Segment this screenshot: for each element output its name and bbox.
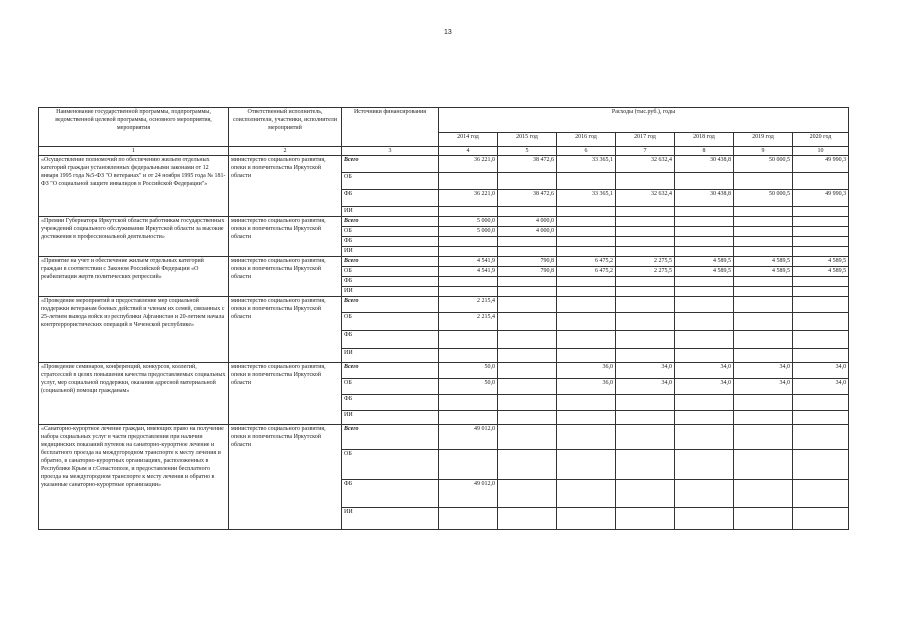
expense-value — [734, 425, 793, 450]
expense-value — [557, 395, 616, 411]
expense-value: 49 990,3 — [793, 156, 849, 173]
measure-name: «Осуществление полномочий по обеспечению жильем отдельных категорий граждан установленных федеральными законами от 12 января 1995 года №5-ФЗ "О ветеранах" и от 24 ноября 1995 года № 181-ФЗ "О социальной защите инвалидов в Российской Федерации"» — [39, 156, 229, 217]
expense-value: 4 589,5 — [675, 267, 734, 277]
table-row — [39, 363, 849, 379]
expense-value — [616, 297, 675, 313]
funding-source: ОБ — [342, 313, 439, 331]
header-expenses: Расходы (тыс.руб.), годы — [439, 108, 849, 133]
expense-value — [439, 450, 498, 480]
expense-value — [439, 508, 498, 530]
expense-value — [439, 207, 498, 217]
funding-source: ИИ — [342, 247, 439, 257]
funding-source: ФБ — [342, 480, 439, 508]
expense-value: 50,0 — [439, 379, 498, 395]
expense-value: 38 472,6 — [498, 190, 557, 207]
expense-value — [557, 480, 616, 508]
funding-source: ФБ — [342, 277, 439, 287]
table-row — [39, 425, 849, 450]
funding-source: ИИ — [342, 508, 439, 530]
expense-value — [616, 480, 675, 508]
expense-value — [439, 247, 498, 257]
expense-value — [734, 217, 793, 227]
expense-value — [675, 207, 734, 217]
table-row — [39, 156, 849, 173]
expense-value: 49 990,3 — [793, 190, 849, 207]
expense-value — [675, 425, 734, 450]
funding-source: ОБ — [342, 173, 439, 190]
expense-value — [793, 313, 849, 331]
expense-value — [793, 480, 849, 508]
header-year: 2016 год — [557, 133, 616, 147]
expense-value — [616, 247, 675, 257]
funding-source: ФБ — [342, 395, 439, 411]
expense-value: 34,0 — [734, 379, 793, 395]
expense-value — [557, 331, 616, 349]
expense-value — [734, 207, 793, 217]
measure-name: «Санаторно-курортное лечение граждан, имеющих право на получение набора социальных услуг в части предоставления при наличии медицинских показаний путевок на санаторно-курортное лечение и бесплатного проезда на междугородном транспорте к месту лечения и обратно, в санаторно-курортных организациях, расположенных в Республике Крым и г.Севастополе, и предоставлении бесплатного проезда на междугородном транспорте к месту лечения и обратно в указанные санаторно-курортные организации» — [39, 425, 229, 530]
expense-value — [675, 287, 734, 297]
expense-value — [734, 313, 793, 331]
page-number: 13 — [444, 29, 452, 36]
funding-source: ИИ — [342, 207, 439, 217]
expense-value: 4 000,0 — [498, 217, 557, 227]
expense-value — [498, 508, 557, 530]
column-number: 6 — [557, 147, 616, 156]
expense-value: 2 275,5 — [616, 267, 675, 277]
expense-value — [557, 297, 616, 313]
expense-value — [734, 349, 793, 363]
measure-name: «Принятие на учет и обеспечение жильем отдельных категорий граждан в соответствии с Законом Российской Федерации «О реабилитации жертв политических репрессий» — [39, 257, 229, 297]
expense-value: 5 000,0 — [439, 217, 498, 227]
expense-value — [557, 173, 616, 190]
expense-value — [675, 277, 734, 287]
expense-value — [498, 395, 557, 411]
expense-value — [498, 297, 557, 313]
expense-value: 5 000,0 — [439, 227, 498, 237]
expense-value: 6 475,2 — [557, 257, 616, 267]
column-number: 1 — [39, 147, 229, 156]
expense-value — [616, 450, 675, 480]
expense-value: 36 221,0 — [439, 190, 498, 207]
expense-value — [675, 227, 734, 237]
expense-value — [616, 425, 675, 450]
expense-value — [793, 173, 849, 190]
expense-value — [498, 247, 557, 257]
expense-value — [616, 227, 675, 237]
expense-value — [557, 237, 616, 247]
expense-value — [793, 508, 849, 530]
expense-value — [557, 277, 616, 287]
expense-value — [616, 173, 675, 190]
expense-value — [616, 207, 675, 217]
expense-value — [675, 173, 734, 190]
expense-value — [793, 247, 849, 257]
expense-value — [557, 411, 616, 425]
table-row — [39, 297, 849, 313]
expense-value: 33 365,1 — [557, 156, 616, 173]
expense-value: 50 000,5 — [734, 190, 793, 207]
expense-value — [498, 277, 557, 287]
expense-value — [616, 237, 675, 247]
expense-value — [675, 237, 734, 247]
expense-value: 4 589,5 — [734, 267, 793, 277]
expense-value — [675, 480, 734, 508]
funding-source: ФБ — [342, 237, 439, 247]
expense-value: 30 438,8 — [675, 156, 734, 173]
column-number: 10 — [793, 147, 849, 156]
expense-value — [439, 411, 498, 425]
expense-value — [557, 217, 616, 227]
expense-value — [734, 227, 793, 237]
expense-value: 34,0 — [675, 379, 734, 395]
expense-value — [734, 395, 793, 411]
responsible-executor: министерство социального развития, опеки и попечительства Иркутской области — [229, 217, 342, 257]
expense-value: 4 589,5 — [793, 257, 849, 267]
funding-source: Всего — [342, 257, 439, 267]
expense-value — [793, 227, 849, 237]
expense-value — [734, 297, 793, 313]
funding-source: ОБ — [342, 450, 439, 480]
column-number: 8 — [675, 147, 734, 156]
expense-value — [498, 411, 557, 425]
header-year: 2018 год — [675, 133, 734, 147]
expense-value — [793, 450, 849, 480]
expense-value — [793, 349, 849, 363]
expense-value — [439, 173, 498, 190]
expense-value: 36 221,0 — [439, 156, 498, 173]
expense-value — [439, 287, 498, 297]
expense-value — [734, 173, 793, 190]
header-name: Наименование государственной программы, подпрограммы, ведомственной целевой программы, основного мероприятия, мероприятия — [39, 108, 229, 147]
funding-source: Всего — [342, 425, 439, 450]
expense-value — [498, 173, 557, 190]
expense-value — [557, 207, 616, 217]
expense-value — [616, 411, 675, 425]
expense-value: 2 215,4 — [439, 313, 498, 331]
expense-value — [734, 450, 793, 480]
expense-value — [498, 450, 557, 480]
funding-source: ОБ — [342, 227, 439, 237]
header-year: 2019 год — [734, 133, 793, 147]
expense-value: 49 012,0 — [439, 425, 498, 450]
expense-value: 49 012,0 — [439, 480, 498, 508]
expense-value — [616, 217, 675, 227]
expense-value — [498, 480, 557, 508]
funding-source: Всего — [342, 297, 439, 313]
funding-source: ИИ — [342, 411, 439, 425]
expense-value — [734, 411, 793, 425]
funding-source: ФБ — [342, 331, 439, 349]
expense-value: 34,0 — [793, 363, 849, 379]
expense-value — [498, 363, 557, 379]
expense-value — [616, 508, 675, 530]
header-year: 2020 год — [793, 133, 849, 147]
responsible-executor: министерство социального развития, опеки и попечительства Иркутской области — [229, 257, 342, 297]
expense-value — [734, 287, 793, 297]
funding-source: ИИ — [342, 287, 439, 297]
expense-value — [439, 277, 498, 287]
expense-value — [793, 237, 849, 247]
expense-value — [557, 247, 616, 257]
expense-value — [793, 411, 849, 425]
expense-value: 2 215,4 — [439, 297, 498, 313]
expense-value — [793, 331, 849, 349]
expense-value — [498, 425, 557, 450]
expense-value — [557, 425, 616, 450]
expense-value — [675, 331, 734, 349]
funding-source: ИИ — [342, 349, 439, 363]
expense-value: 38 472,6 — [498, 156, 557, 173]
header-year: 2015 год — [498, 133, 557, 147]
expense-value — [734, 277, 793, 287]
budget-table — [38, 107, 849, 530]
expense-value — [557, 349, 616, 363]
column-number: 4 — [439, 147, 498, 156]
column-number: 7 — [616, 147, 675, 156]
table-row — [39, 257, 849, 267]
expense-value — [498, 237, 557, 247]
responsible-executor: министерство социального развития, опеки и попечительства Иркутской области — [229, 156, 342, 217]
expense-value — [557, 313, 616, 331]
expense-value — [498, 207, 557, 217]
expense-value — [675, 411, 734, 425]
expense-value — [675, 313, 734, 331]
expense-value — [793, 207, 849, 217]
column-number: 5 — [498, 147, 557, 156]
column-number: 2 — [229, 147, 342, 156]
header-year: 2014 год — [439, 133, 498, 147]
expense-value — [439, 237, 498, 247]
expense-value: 36,0 — [557, 363, 616, 379]
funding-source: Всего — [342, 217, 439, 227]
responsible-executor: министерство социального развития, опеки и попечительства Иркутской области — [229, 297, 342, 363]
header-sources: Источники финансирования — [342, 108, 439, 147]
expense-value — [734, 247, 793, 257]
expense-value — [498, 349, 557, 363]
expense-value: 32 632,4 — [616, 156, 675, 173]
expense-value: 4 589,5 — [675, 257, 734, 267]
expense-value: 33 365,1 — [557, 190, 616, 207]
expense-value — [498, 379, 557, 395]
measure-name: «Проведение семинаров, конференций, конкурсов, коллегий, стратсессий в целях повышения качества предоставляемых социальных услуг, мер социальной поддержки, оказания адресной материальной (социальной) помощи гражданам» — [39, 363, 229, 425]
expense-value: 6 475,2 — [557, 267, 616, 277]
expense-value — [675, 395, 734, 411]
funding-source: ФБ — [342, 190, 439, 207]
expense-value — [616, 313, 675, 331]
expense-value: 32 632,4 — [616, 190, 675, 207]
funding-source: ОБ — [342, 379, 439, 395]
column-number: 9 — [734, 147, 793, 156]
expense-value: 50,0 — [439, 363, 498, 379]
funding-source: Всего — [342, 156, 439, 173]
responsible-executor: министерство социального развития, опеки и попечительства Иркутской области — [229, 425, 342, 530]
expense-value: 4 541,9 — [439, 267, 498, 277]
expense-value: 790,8 — [498, 267, 557, 277]
expense-value — [734, 480, 793, 508]
expense-value: 34,0 — [616, 363, 675, 379]
expense-value: 36,0 — [557, 379, 616, 395]
expense-value — [734, 237, 793, 247]
expense-value: 34,0 — [734, 363, 793, 379]
expense-value: 790,8 — [498, 257, 557, 267]
expense-value — [734, 508, 793, 530]
header-responsible: Ответственный исполнитель, соисполнители, участники, исполнители мероприятий — [229, 108, 342, 147]
expense-value — [793, 297, 849, 313]
expense-value — [616, 277, 675, 287]
expense-value — [439, 349, 498, 363]
expense-value — [439, 331, 498, 349]
responsible-executor: министерство социального развития, опеки и попечительства Иркутской области — [229, 363, 342, 425]
expense-value: 34,0 — [616, 379, 675, 395]
expense-value — [498, 331, 557, 349]
expense-value — [675, 349, 734, 363]
measure-name: «Проведение мероприятий и предоставление мер социальной поддержки ветеранам боевых действий и членам их семей, связанных с 25-летием вывода войск из республики Афганистан и 20-летием начала контртеррористических операций в Чеченской республике» — [39, 297, 229, 363]
expense-value — [675, 450, 734, 480]
expense-value: 4 589,5 — [793, 267, 849, 277]
expense-value — [616, 287, 675, 297]
expense-value — [675, 297, 734, 313]
expense-value — [557, 287, 616, 297]
expense-value — [557, 508, 616, 530]
expense-value: 4 541,9 — [439, 257, 498, 267]
expense-value — [557, 227, 616, 237]
expense-value: 30 438,8 — [675, 190, 734, 207]
expense-value — [439, 395, 498, 411]
expense-value — [793, 217, 849, 227]
measure-name: «Премии Губернатора Иркутской области работникам государственных учреждений социального обслуживания Иркутской области за высокие достижения в профессиональной деятельности» — [39, 217, 229, 257]
table-row — [39, 217, 849, 227]
funding-source: ОБ — [342, 267, 439, 277]
expense-value — [616, 331, 675, 349]
expense-value — [734, 331, 793, 349]
expense-value — [793, 277, 849, 287]
expense-value — [793, 287, 849, 297]
expense-value — [557, 450, 616, 480]
expense-value — [793, 425, 849, 450]
expense-value: 4 589,5 — [734, 257, 793, 267]
expense-value — [675, 217, 734, 227]
expense-value: 2 275,5 — [616, 257, 675, 267]
expense-value — [793, 395, 849, 411]
expense-value — [498, 287, 557, 297]
expense-value: 4 000,0 — [498, 227, 557, 237]
column-number: 3 — [342, 147, 439, 156]
expense-value — [616, 395, 675, 411]
expense-value — [616, 349, 675, 363]
funding-source: Всего — [342, 363, 439, 379]
expense-value — [675, 247, 734, 257]
expense-value — [675, 508, 734, 530]
expense-value: 34,0 — [793, 379, 849, 395]
header-year: 2017 год — [616, 133, 675, 147]
expense-value: 34,0 — [675, 363, 734, 379]
expense-value: 50 000,5 — [734, 156, 793, 173]
expense-value — [498, 313, 557, 331]
